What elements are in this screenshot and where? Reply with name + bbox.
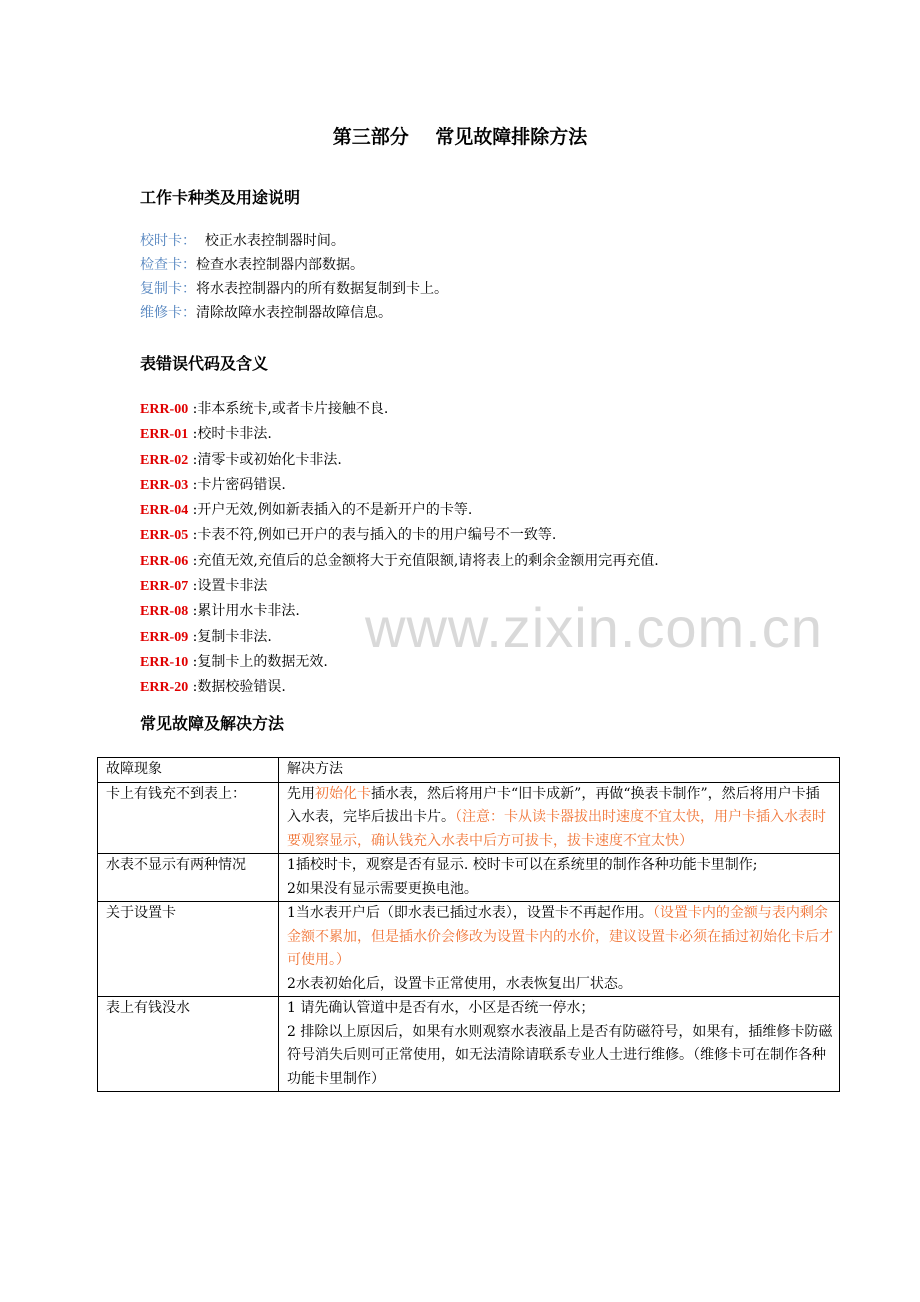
card-item-timing bbox=[140, 229, 448, 253]
table-row bbox=[98, 782, 840, 854]
card-name: 检查卡： bbox=[140, 257, 196, 273]
error-code: ERR-05 bbox=[140, 528, 189, 544]
solution-cell bbox=[279, 854, 840, 902]
solution-text: 先用 bbox=[287, 785, 315, 802]
card-item-check bbox=[140, 253, 448, 277]
error-item bbox=[140, 397, 659, 422]
solution-text: 1当水表开户后（即水表已插过水表），设置卡不再起作用。 bbox=[287, 905, 653, 921]
error-text: :复制卡上的数据无效. bbox=[188, 653, 328, 670]
solution-highlight: 初始化卡 bbox=[315, 785, 371, 802]
card-desc: 检查水表控制器内部数据。 bbox=[196, 257, 364, 273]
solution-cell bbox=[279, 997, 840, 1092]
watermark: www.zixin.com.cn bbox=[365, 596, 823, 659]
card-desc: 校正水表控制器时间。 bbox=[196, 233, 345, 249]
error-item bbox=[140, 422, 659, 447]
solution-line: 2水表初始化后，设置卡正常使用，水表恢复出厂状态。 bbox=[287, 975, 632, 992]
error-code: ERR-03 bbox=[140, 477, 189, 493]
solution-line: 1 请先确认管道中是否有水，小区是否统一停水； bbox=[287, 1000, 595, 1016]
faults-table bbox=[97, 757, 840, 1092]
error-item bbox=[140, 498, 659, 523]
table-row bbox=[98, 854, 840, 902]
error-text: :校时卡非法. bbox=[188, 426, 272, 443]
symptom-cell: 关于设置卡 bbox=[98, 902, 279, 997]
error-text: :卡表不符,例如已开户的表与插入的卡的用户编号不一致等. bbox=[188, 527, 557, 544]
card-item-copy bbox=[140, 277, 448, 301]
error-item bbox=[140, 650, 659, 675]
card-name: 维修卡： bbox=[140, 305, 196, 321]
error-text: :清零卡或初始化卡非法. bbox=[188, 451, 342, 468]
error-code: ERR-01 bbox=[140, 427, 189, 443]
error-text: :数据校验错误. bbox=[188, 679, 286, 696]
error-code: ERR-09 bbox=[140, 629, 189, 645]
error-code: ERR-20 bbox=[140, 680, 189, 696]
faults-heading: 常见故障及解决方法 bbox=[140, 714, 285, 733]
column-header: 解决方法 bbox=[279, 758, 840, 783]
solution-line: 2如果没有显示需要更换电池。 bbox=[287, 880, 478, 897]
error-text: :开户无效,例如新表插入的不是新开户的卡等. bbox=[188, 502, 473, 519]
error-code: ERR-06 bbox=[140, 553, 189, 569]
error-text: :累计用水卡非法. bbox=[188, 603, 300, 620]
solution-note: （设置卡内的金额与表内剩余金额不累加，但是插水价会修改为设置卡内的水价，建议设置卡必须在插过初始化卡后才可使用。） bbox=[287, 905, 833, 968]
table-row bbox=[98, 902, 840, 997]
error-text: :非本系统卡,或者卡片接触不良. bbox=[188, 401, 389, 417]
error-item bbox=[140, 599, 659, 624]
error-item bbox=[140, 523, 659, 548]
error-text: :充值无效,充值后的总金额将大于充值限额,请将表上的剩余金额用完再充值. bbox=[188, 552, 659, 569]
error-text: :复制卡非法. bbox=[188, 628, 272, 645]
error-item bbox=[140, 473, 659, 498]
card-desc: 将水表控制器内的所有数据复制到卡上。 bbox=[196, 281, 448, 297]
symptom-cell: 水表不显示有两种情况 bbox=[98, 854, 279, 902]
error-code: ERR-10 bbox=[140, 654, 189, 670]
card-name: 校时卡： bbox=[140, 233, 196, 249]
error-code: ERR-02 bbox=[140, 452, 189, 468]
card-desc: 清除故障水表控制器故障信息。 bbox=[196, 305, 392, 321]
card-item-repair bbox=[140, 301, 448, 325]
error-code: ERR-08 bbox=[140, 604, 189, 620]
card-name: 复制卡： bbox=[140, 281, 196, 297]
solution-cell bbox=[279, 902, 840, 997]
solution-line: 2 排除以上原因后，如果有水则观察水表液晶上是否有防磁符号，如果有，插维修卡防磁符号消失后则可正常使用，如无法清除请联系专业人士进行维修。（维修卡可在制作各种功能卡里制作） bbox=[287, 1023, 833, 1087]
table-header-row bbox=[98, 758, 840, 783]
error-item bbox=[140, 625, 659, 650]
error-text: :设置卡非法 bbox=[188, 578, 268, 595]
solution-cell bbox=[279, 782, 840, 854]
error-code: ERR-07 bbox=[140, 579, 189, 595]
table-row bbox=[98, 997, 840, 1092]
error-text: :卡片密码错误. bbox=[188, 476, 286, 493]
solution-line: 1插校时卡，观察是否有显示. 校时卡可以在系统里的制作各种功能卡里制作; bbox=[287, 857, 758, 873]
cards-heading: 工作卡种类及用途说明 bbox=[140, 188, 301, 207]
solution-note: （注意：卡从读卡器拔出时速度不宜太快，用户卡插入水表时要观察显示，确认钱充入水表中后方可拔卡，拔卡速度不宜太快） bbox=[287, 809, 826, 849]
card-list bbox=[140, 229, 448, 325]
error-item bbox=[140, 574, 659, 599]
error-item bbox=[140, 448, 659, 473]
error-item bbox=[140, 675, 659, 700]
errors-heading: 表错误代码及含义 bbox=[140, 354, 269, 373]
error-code: ERR-04 bbox=[140, 503, 189, 519]
symptom-cell: 表上有钱没水 bbox=[98, 997, 279, 1092]
error-code-list bbox=[140, 397, 659, 701]
error-item bbox=[140, 549, 659, 574]
column-header: 故障现象 bbox=[98, 758, 279, 783]
symptom-cell: 卡上有钱充不到表上： bbox=[98, 782, 279, 854]
error-code: ERR-00 bbox=[140, 402, 189, 417]
page-title: 第三部分 常见故障排除方法 bbox=[332, 126, 588, 148]
solution-text: 插水表，然后将用户卡“旧卡成新”，再做“换表卡制作”，然后将用户卡插入水表，完毕后拔出卡片。 bbox=[287, 785, 820, 825]
